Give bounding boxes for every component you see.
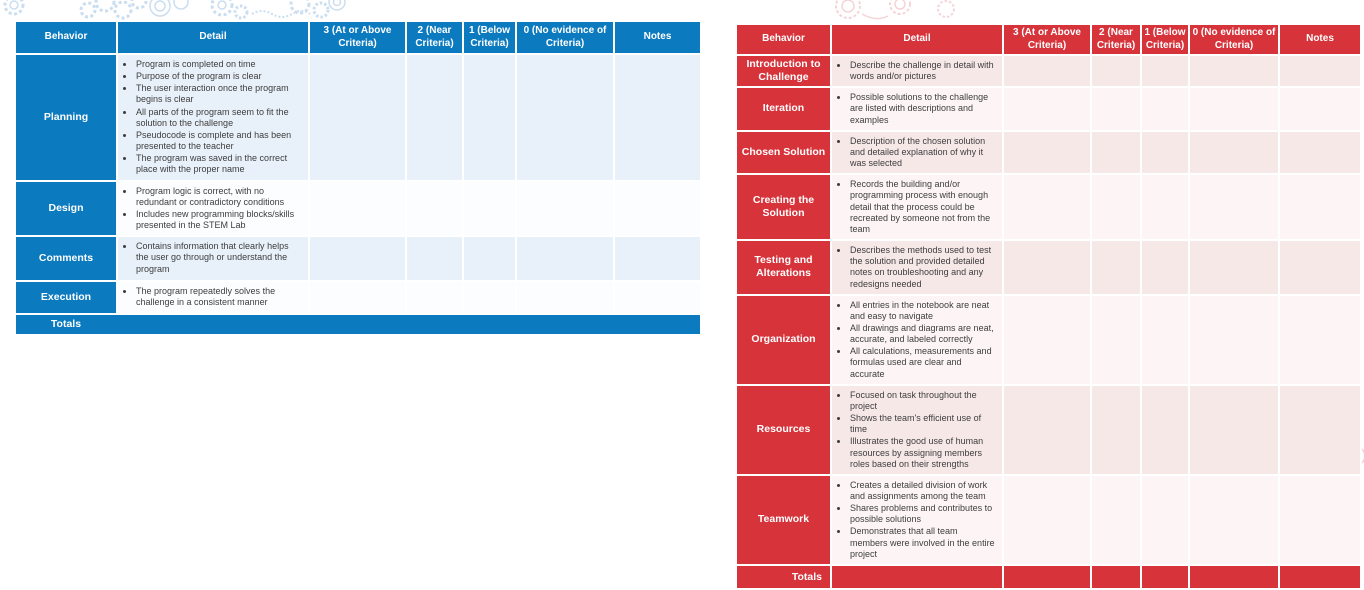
detail-bullet: • The user interaction once the program begins is clear (135, 83, 303, 105)
score-cell-2 (406, 181, 463, 237)
detail-cell (831, 174, 1003, 240)
table-row-teamwork (736, 475, 1361, 565)
programming-rubric-table (14, 20, 702, 336)
totals-label: Totals (736, 565, 831, 589)
detail-cell (831, 55, 1003, 87)
score-cell-0 (1189, 174, 1279, 240)
detail-bullet: • All calculations, measurements and formulas used are clear and accurate (849, 346, 997, 379)
detail-bullet: • Creates a detailed division of work and assignments among the team (849, 480, 997, 502)
score-cell-2 (1091, 475, 1141, 565)
score-cell-3 (1003, 55, 1091, 87)
notes-cell (1279, 131, 1361, 174)
notes-cell (614, 236, 701, 281)
detail-bullet-list (836, 300, 997, 380)
totals-fill-cell (117, 314, 701, 335)
notes-cell (1279, 55, 1361, 87)
column-header-notes: Notes (1279, 24, 1361, 55)
score-cell-3 (1003, 87, 1091, 130)
detail-cell (831, 240, 1003, 295)
detail-bullet: • Shares problems and contributes to possible solutions (849, 503, 997, 525)
detail-bullet: • Contains information that clearly helps the user go through or understand the program (135, 241, 303, 274)
table-row-organization (736, 295, 1361, 385)
detail-bullet: • The program repeatedly solves the challenge in a consistent manner (135, 286, 303, 308)
score-cell-1 (1141, 295, 1189, 385)
table-row-chosen-solution (736, 131, 1361, 174)
score-cell-1 (1141, 475, 1189, 565)
behavior-cell: Comments (15, 236, 117, 281)
column-header-score-0: 0 (No evidence of Criteria) (1189, 24, 1279, 55)
behavior-cell: Chosen Solution (736, 131, 831, 174)
column-header-behavior: Behavior (736, 24, 831, 55)
score-cell-1 (1141, 55, 1189, 87)
detail-cell (831, 475, 1003, 565)
score-cell-1 (1141, 174, 1189, 240)
behavior-cell: Introduction to Challenge (736, 55, 831, 87)
swirl-decoration-icon (836, 0, 954, 19)
detail-bullet: • Program logic is correct, with no redundant or contradictory conditions (135, 186, 303, 208)
detail-bullet: • Shows the team's efficient use of time (849, 413, 997, 435)
column-header-score-0: 0 (No evidence of Criteria) (516, 21, 614, 54)
score-cell-2 (1091, 174, 1141, 240)
score-cell-2 (1091, 131, 1141, 174)
score-cell-1 (1141, 385, 1189, 475)
detail-cell (117, 236, 309, 281)
score-cell-0 (516, 54, 614, 181)
score-cell-0 (516, 181, 614, 237)
column-header-score-3: 3 (At or Above Criteria) (1003, 24, 1091, 55)
score-cell-0 (1189, 240, 1279, 295)
behavior-cell: Organization (736, 295, 831, 385)
totals-score-cell-1 (1141, 565, 1189, 589)
detail-bullet-list (836, 179, 997, 235)
totals-row (736, 565, 1361, 589)
score-cell-2 (1091, 55, 1141, 87)
detail-bullet-list (836, 92, 997, 125)
score-cell-0 (516, 236, 614, 281)
score-cell-2 (406, 281, 463, 313)
totals-notes-cell (1279, 565, 1361, 589)
score-cell-3 (1003, 295, 1091, 385)
detail-bullet: • Describe the challenge in detail with words and/or pictures (849, 60, 997, 82)
detail-bullet: • Purpose of the program is clear (135, 71, 303, 82)
behavior-cell: Design (15, 181, 117, 237)
score-cell-2 (406, 54, 463, 181)
column-header-score-2: 2 (Near Criteria) (1091, 24, 1141, 55)
detail-bullet: • Pseudocode is complete and has been presented to the teacher (135, 130, 303, 152)
score-cell-0 (1189, 131, 1279, 174)
column-header-behavior: Behavior (15, 21, 117, 54)
detail-bullet: • Focused on task throughout the project (849, 390, 997, 412)
detail-cell (117, 181, 309, 237)
detail-bullet-list (836, 60, 997, 82)
detail-bullet-list (122, 286, 303, 308)
detail-bullet: • The program was saved in the correct place with the proper name (135, 153, 303, 175)
header-row (736, 24, 1361, 55)
detail-bullet: • Possible solutions to the challenge are listed with descriptions and examples (849, 92, 997, 125)
score-cell-3 (309, 181, 406, 237)
detail-cell (831, 295, 1003, 385)
column-header-detail: Detail (117, 21, 309, 54)
detail-bullet-list (122, 59, 303, 176)
detail-bullet: • All entries in the notebook are neat and easy to navigate (849, 300, 997, 322)
score-cell-3 (1003, 131, 1091, 174)
column-header-detail: Detail (831, 24, 1003, 55)
score-cell-1 (1141, 87, 1189, 130)
behavior-cell: Iteration (736, 87, 831, 130)
notes-cell (1279, 385, 1361, 475)
score-cell-0 (516, 281, 614, 313)
totals-score-cell-3 (1003, 565, 1091, 589)
table-row-design (15, 181, 701, 237)
column-header-notes: Notes (614, 21, 701, 54)
detail-cell (831, 131, 1003, 174)
behavior-cell: Teamwork (736, 475, 831, 565)
notes-cell (614, 54, 701, 181)
score-cell-1 (463, 54, 516, 181)
totals-score-cell-2 (1091, 565, 1141, 589)
table-row-comments (15, 236, 701, 281)
detail-bullet: • Records the building and/or programming process with enough detail that the process could be recreated by someone not from the team (849, 179, 997, 235)
behavior-cell: Testing and Alterations (736, 240, 831, 295)
notes-cell (1279, 240, 1361, 295)
score-cell-3 (1003, 240, 1091, 295)
detail-cell (831, 385, 1003, 475)
table-row-planning (15, 54, 701, 181)
behavior-cell: Execution (15, 281, 117, 313)
detail-bullet-list (836, 480, 997, 560)
notes-cell (614, 281, 701, 313)
detail-bullet: • All drawings and diagrams are neat, accurate, and labeled correctly (849, 323, 997, 345)
notes-cell (1279, 475, 1361, 565)
detail-cell (831, 87, 1003, 130)
score-cell-1 (463, 236, 516, 281)
score-cell-1 (1141, 240, 1189, 295)
score-cell-0 (1189, 475, 1279, 565)
score-cell-0 (1189, 55, 1279, 87)
detail-bullet: • Program is completed on time (135, 59, 303, 70)
score-cell-1 (463, 181, 516, 237)
score-cell-2 (1091, 240, 1141, 295)
detail-bullet: • Illustrates the good use of human resources by assigning members roles based on their strengths (849, 436, 997, 469)
column-header-score-2: 2 (Near Criteria) (406, 21, 463, 54)
notes-cell (614, 181, 701, 237)
detail-bullet-list (836, 390, 997, 470)
totals-label: Totals (15, 314, 117, 335)
score-cell-3 (1003, 385, 1091, 475)
score-cell-2 (1091, 385, 1141, 475)
detail-bullet-list (122, 241, 303, 274)
score-cell-2 (1091, 87, 1141, 130)
notes-cell (1279, 174, 1361, 240)
detail-bullet-list (836, 136, 997, 169)
table-row-execution (15, 281, 701, 313)
score-cell-1 (1141, 131, 1189, 174)
behavior-cell: Resources (736, 385, 831, 475)
score-cell-2 (1091, 295, 1141, 385)
score-cell-3 (309, 281, 406, 313)
totals-detail-cell (831, 565, 1003, 589)
detail-cell (117, 281, 309, 313)
notes-cell (1279, 87, 1361, 130)
score-cell-1 (463, 281, 516, 313)
totals-score-cell-0 (1189, 565, 1279, 589)
engineering-notebook-rubric-table (735, 23, 1362, 590)
detail-bullet: • Description of the chosen solution and detailed explanation of why it was selected (849, 136, 997, 169)
table-row-resources (736, 385, 1361, 475)
score-cell-0 (1189, 87, 1279, 130)
table-row-creating-the-solution (736, 174, 1361, 240)
column-header-score-1: 1 (Below Criteria) (463, 21, 516, 54)
score-cell-2 (406, 236, 463, 281)
table-row-testing-and-alterations (736, 240, 1361, 295)
table-row-iteration (736, 87, 1361, 130)
detail-bullet: • Describes the methods used to test the solution and provided detailed notes on troubleshooting and any redesigns needed (849, 245, 997, 290)
behavior-cell: Planning (15, 54, 117, 181)
score-cell-3 (309, 54, 406, 181)
detail-bullet: • Includes new programming blocks/skills presented in the STEM Lab (135, 209, 303, 231)
score-cell-3 (1003, 174, 1091, 240)
notes-cell (1279, 295, 1361, 385)
table-row-introduction-to-challenge (736, 55, 1361, 87)
detail-bullet: • Demonstrates that all team members were involved in the entire project (849, 526, 997, 559)
score-cell-0 (1189, 295, 1279, 385)
score-cell-3 (1003, 475, 1091, 565)
header-row (15, 21, 701, 54)
detail-cell (117, 54, 309, 181)
detail-bullet-list (122, 186, 303, 232)
gear-decoration-icon (5, 0, 345, 18)
totals-row (15, 314, 701, 335)
column-header-score-3: 3 (At or Above Criteria) (309, 21, 406, 54)
detail-bullet-list (836, 245, 997, 290)
behavior-cell: Creating the Solution (736, 174, 831, 240)
score-cell-0 (1189, 385, 1279, 475)
detail-bullet: • All parts of the program seem to fit the solution to the challenge (135, 107, 303, 129)
score-cell-3 (309, 236, 406, 281)
column-header-score-1: 1 (Below Criteria) (1141, 24, 1189, 55)
